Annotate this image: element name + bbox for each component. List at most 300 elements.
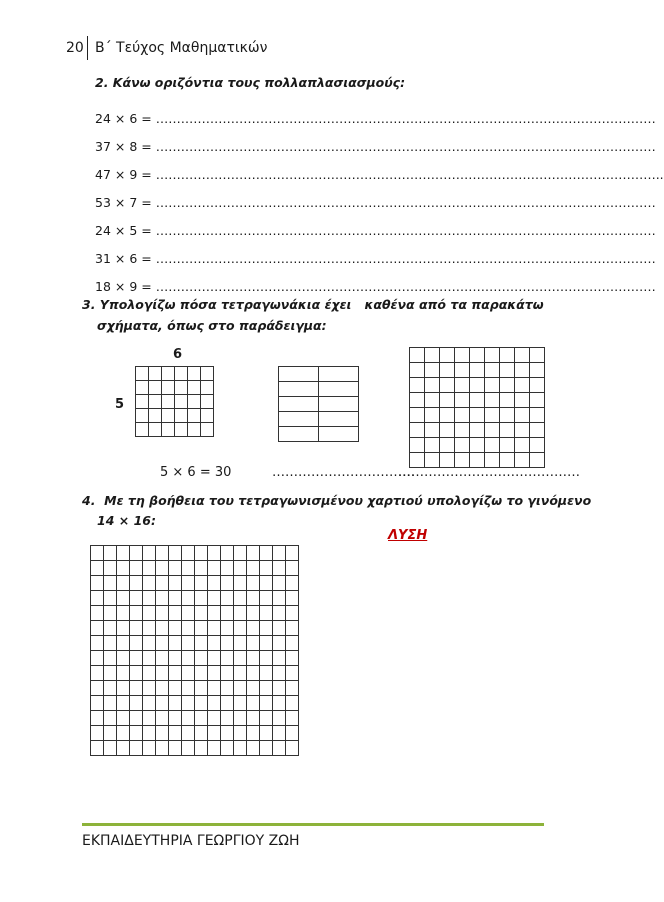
grid-cell: [201, 395, 214, 409]
grid-cell: [182, 621, 195, 636]
grid-cell: [286, 711, 299, 726]
grid-cell: [260, 651, 273, 666]
grid-row: [91, 711, 299, 726]
grid-cell: [234, 621, 247, 636]
grid-row: [91, 561, 299, 576]
grid-cell: [130, 576, 143, 591]
grid-cell: [234, 711, 247, 726]
grid-cell: [208, 576, 221, 591]
grid-cell: [485, 378, 500, 393]
grid-cell: [247, 696, 260, 711]
grid-cell: [247, 681, 260, 696]
grid-cell: [455, 423, 470, 438]
grid-cell: [149, 395, 162, 409]
grid-cell: [162, 423, 175, 437]
grid-cell: [130, 666, 143, 681]
grid-cell: [319, 412, 359, 427]
grid-cell: [143, 561, 156, 576]
grid-cell: [247, 606, 260, 621]
grid-cell: [410, 423, 425, 438]
grid-cell: [286, 591, 299, 606]
grid-cell: [530, 348, 545, 363]
grid-row: [136, 381, 214, 395]
exercise-3-title-cont: σχήματα, όπως στο παράδειγμα:: [97, 318, 327, 333]
grid-cell: [260, 681, 273, 696]
grid-cell: [149, 409, 162, 423]
equation-row: 24 × 5 = …………………………………………………………………………………………………………: [95, 223, 656, 238]
grid-cell: [425, 378, 440, 393]
grid-cell: [201, 367, 214, 381]
grid-cell: [91, 546, 104, 561]
grid-cell: [234, 726, 247, 741]
grid-cell: [143, 741, 156, 756]
grid-cell: [247, 666, 260, 681]
grid-cell: [117, 576, 130, 591]
grid-cell: [286, 561, 299, 576]
solution-label: ΛΥΣΗ: [388, 528, 428, 543]
grid-cell: [455, 438, 470, 453]
shape-grid-2: [278, 366, 359, 442]
grid-row: [91, 696, 299, 711]
example-grid: [135, 366, 214, 437]
grid-cell: [286, 741, 299, 756]
document-title: Β΄ Τεύχος Μαθηματικών: [95, 40, 268, 56]
grid-cell: [117, 711, 130, 726]
grid-cell: [169, 546, 182, 561]
grid-cell: [117, 651, 130, 666]
grid-cell: [470, 393, 485, 408]
grid-cell: [195, 666, 208, 681]
grid-cell: [425, 363, 440, 378]
grid-row: [91, 726, 299, 741]
grid-cell: [273, 546, 286, 561]
grid-cell: [195, 696, 208, 711]
grid-cell: [195, 591, 208, 606]
grid-cell: [247, 741, 260, 756]
grid-cell: [485, 363, 500, 378]
grid-cell: [136, 367, 149, 381]
grid-cell: [156, 546, 169, 561]
grid-cell: [485, 348, 500, 363]
grid-cell: [104, 561, 117, 576]
footer-text: ΕΚΠΑΙΔΕΥΤΗΡΙΑ ΓΕΩΡΓΙΟΥ ΖΩΗ: [82, 833, 300, 849]
grid-cell: [169, 666, 182, 681]
grid-cell: [286, 621, 299, 636]
grid-cell: [530, 423, 545, 438]
grid-cell: [410, 393, 425, 408]
grid-cell: [247, 591, 260, 606]
grid-cell: [104, 576, 117, 591]
grid-cell: [182, 576, 195, 591]
grid-cell: [530, 408, 545, 423]
grid-row: [91, 606, 299, 621]
grid-cell: [234, 681, 247, 696]
grid-cell: [221, 621, 234, 636]
grid-cell: [175, 423, 188, 437]
grid-cell: [273, 696, 286, 711]
grid-cell: [273, 576, 286, 591]
grid-cell: [279, 412, 319, 427]
grid-cell: [175, 381, 188, 395]
grid-cell: [169, 696, 182, 711]
grid-cell: [182, 726, 195, 741]
grid-cell: [247, 546, 260, 561]
grid-cell: [273, 741, 286, 756]
grid-cell: [149, 423, 162, 437]
grid-cell: [117, 546, 130, 561]
grid-cell: [156, 711, 169, 726]
grid-cell: [286, 696, 299, 711]
grid-cell: [279, 367, 319, 382]
grid-cell: [247, 726, 260, 741]
grid-cell: [440, 438, 455, 453]
grid-cell: [117, 696, 130, 711]
grid-cell: [425, 393, 440, 408]
equation-row: 24 × 6 = …………………………………………………………………………………………………………: [95, 111, 656, 126]
grid-cell: [169, 576, 182, 591]
grid-cell: [182, 696, 195, 711]
equation-row: 53 × 7 = …………………………………………………………………………………………………………: [95, 195, 656, 210]
grid-cell: [149, 367, 162, 381]
grid-cell: [130, 591, 143, 606]
grid-cell: [117, 681, 130, 696]
grid-cell: [117, 666, 130, 681]
grid-cell: [515, 438, 530, 453]
grid-cell: [500, 363, 515, 378]
grid-cell: [234, 591, 247, 606]
grid-cell: [104, 681, 117, 696]
grid-cell: [273, 681, 286, 696]
grid-row: [410, 348, 545, 363]
grid-cell: [143, 726, 156, 741]
grid-cell: [104, 711, 117, 726]
exercise-3-title: 3. Υπολογίζω πόσα τετραγωνάκια έχει καθένα από τα παρακάτω: [82, 297, 544, 312]
answer-blank-3: ……………………………………: [398, 465, 580, 480]
grid-cell: [500, 438, 515, 453]
grid-cell: [470, 378, 485, 393]
grid-row: [91, 636, 299, 651]
grid-cell: [279, 382, 319, 397]
grid-cell: [515, 363, 530, 378]
equation-row: 31 × 6 = …………………………………………………………………………………………………………: [95, 251, 656, 266]
grid-cell: [130, 681, 143, 696]
grid-cell: [286, 576, 299, 591]
grid-cell: [195, 636, 208, 651]
header-divider: [87, 36, 88, 60]
grid-cell: [182, 636, 195, 651]
equation-row: 47 × 9 = …………………………………………………………………………………………………………..: [95, 167, 664, 182]
grid-cell: [208, 636, 221, 651]
grid-row: [91, 546, 299, 561]
grid-cell: [156, 696, 169, 711]
grid-cell: [130, 651, 143, 666]
grid-cell: [195, 651, 208, 666]
grid-cell: [221, 666, 234, 681]
grid-cell: [91, 591, 104, 606]
grid-cell: [260, 636, 273, 651]
grid-cell: [260, 576, 273, 591]
grid-cell: [143, 546, 156, 561]
grid-cell: [247, 576, 260, 591]
grid-cell: [162, 367, 175, 381]
grid-row: [410, 378, 545, 393]
grid-cell: [156, 621, 169, 636]
grid-cell: [273, 606, 286, 621]
grid-cell: [470, 438, 485, 453]
grid-cell: [201, 423, 214, 437]
grid-cell: [169, 561, 182, 576]
grid-cell: [156, 651, 169, 666]
grid-cell: [515, 423, 530, 438]
grid-cell: [260, 546, 273, 561]
grid-cell: [515, 348, 530, 363]
grid-cell: [455, 363, 470, 378]
grid-cell: [234, 576, 247, 591]
grid-cell: [234, 741, 247, 756]
grid-cell: [455, 408, 470, 423]
grid-row: [410, 423, 545, 438]
grid-cell: [221, 726, 234, 741]
grid-cell: [156, 741, 169, 756]
grid-cell: [515, 378, 530, 393]
grid-cell: [182, 561, 195, 576]
grid-row: [91, 741, 299, 756]
grid-cell: [221, 711, 234, 726]
grid-cell: [260, 741, 273, 756]
grid-cell: [130, 636, 143, 651]
grid-cell: [515, 408, 530, 423]
page-number: 20: [66, 40, 84, 56]
grid-row: [91, 651, 299, 666]
grid-cell: [425, 408, 440, 423]
grid-cell: [286, 726, 299, 741]
grid-cell: [182, 651, 195, 666]
grid-cell: [143, 696, 156, 711]
grid-cell: [530, 393, 545, 408]
grid-cell: [221, 576, 234, 591]
example-answer: 5 × 6 = 30: [160, 465, 232, 480]
shape-grid-3: [409, 347, 545, 468]
grid-cell: [130, 606, 143, 621]
grid-cell: [156, 576, 169, 591]
grid-cell: [208, 591, 221, 606]
grid-cell: [425, 438, 440, 453]
grid-cell: [182, 741, 195, 756]
grid-cell: [221, 696, 234, 711]
grid-cell: [91, 561, 104, 576]
grid-cell: [182, 711, 195, 726]
grid-cell: [221, 681, 234, 696]
grid-cell: [195, 726, 208, 741]
grid-cell: [91, 741, 104, 756]
grid-cell: [195, 546, 208, 561]
grid-cell: [136, 423, 149, 437]
grid-cell: [156, 561, 169, 576]
grid-cell: [91, 576, 104, 591]
grid-cell: [188, 409, 201, 423]
grid-row: [136, 395, 214, 409]
grid-cell: [91, 696, 104, 711]
grid-cell: [234, 636, 247, 651]
grid-cell: [221, 741, 234, 756]
grid-cell: [221, 636, 234, 651]
grid-cell: [425, 348, 440, 363]
grid-cell: [104, 651, 117, 666]
grid-cell: [156, 666, 169, 681]
grid-cell: [319, 367, 359, 382]
grid-cell: [455, 348, 470, 363]
grid-cell: [143, 666, 156, 681]
footer-divider: [82, 823, 544, 826]
grid-cell: [182, 606, 195, 621]
grid-cell: [195, 606, 208, 621]
grid-row: [136, 367, 214, 381]
grid-cell: [208, 546, 221, 561]
grid-cell: [130, 621, 143, 636]
grid-cell: [247, 651, 260, 666]
grid-cell: [208, 726, 221, 741]
grid-cell: [440, 393, 455, 408]
grid-row: [279, 412, 359, 427]
grid-cell: [169, 651, 182, 666]
grid-cell: [182, 681, 195, 696]
grid-cell: [143, 651, 156, 666]
grid-cell: [182, 666, 195, 681]
grid-cell: [500, 423, 515, 438]
grid-cell: [104, 726, 117, 741]
grid-cell: [515, 393, 530, 408]
grid-cell: [279, 427, 319, 442]
grid-cell: [530, 363, 545, 378]
grid-cell: [440, 423, 455, 438]
grid-cell: [208, 621, 221, 636]
grid-cell: [286, 606, 299, 621]
grid-cell: [136, 381, 149, 395]
grid-cell: [188, 423, 201, 437]
grid-cell: [130, 561, 143, 576]
grid-cell: [410, 363, 425, 378]
grid-cell: [260, 711, 273, 726]
grid-cell: [169, 636, 182, 651]
grid-row: [91, 591, 299, 606]
grid-cell: [410, 378, 425, 393]
grid-cell: [104, 636, 117, 651]
grid-cell: [221, 606, 234, 621]
grid-row: [91, 666, 299, 681]
grid-cell: [136, 409, 149, 423]
grid-cell: [182, 591, 195, 606]
grid-cell: [286, 651, 299, 666]
grid-cell: [260, 621, 273, 636]
grid-cell: [201, 409, 214, 423]
grid-cell: [247, 636, 260, 651]
grid-cell: [273, 561, 286, 576]
grid-row: [410, 363, 545, 378]
grid-cell: [260, 591, 273, 606]
grid-cell: [247, 621, 260, 636]
answer-blank-2: ……………………………: [272, 465, 415, 480]
grid-cell: [500, 378, 515, 393]
grid-cell: [410, 438, 425, 453]
grid-cell: [195, 576, 208, 591]
grid-cell: [208, 696, 221, 711]
grid-cell: [117, 561, 130, 576]
grid-cell: [286, 681, 299, 696]
grid-cell: [169, 711, 182, 726]
grid-cell: [188, 367, 201, 381]
grid-cell: [201, 381, 214, 395]
grid-cell: [143, 636, 156, 651]
grid-row: [410, 438, 545, 453]
grid-cell: [410, 408, 425, 423]
exercise-2-title: 2. Κάνω οριζόντια τους πολλαπλασιασμούς:: [95, 75, 406, 90]
grid-cell: [169, 741, 182, 756]
grid-cell: [234, 666, 247, 681]
grid-cell: [117, 636, 130, 651]
grid-cell: [485, 423, 500, 438]
grid-cell: [130, 741, 143, 756]
grid-cell: [175, 367, 188, 381]
grid-cell: [143, 591, 156, 606]
grid-cell: [208, 561, 221, 576]
grid-cell: [455, 393, 470, 408]
grid-cell: [117, 591, 130, 606]
grid-cell: [221, 651, 234, 666]
grid-cell: [169, 621, 182, 636]
grid-cell: [440, 408, 455, 423]
grid-cell: [234, 546, 247, 561]
grid-cell: [470, 408, 485, 423]
grid-cell: [260, 666, 273, 681]
grid-cell: [273, 711, 286, 726]
grid-cell: [319, 427, 359, 442]
grid-cell: [143, 621, 156, 636]
grid-cell: [470, 348, 485, 363]
grid-row: [410, 408, 545, 423]
grid-cell: [149, 381, 162, 395]
example-rows-label: 5: [115, 397, 125, 412]
grid-cell: [130, 711, 143, 726]
grid-cell: [143, 576, 156, 591]
grid-cell: [156, 681, 169, 696]
grid-cell: [169, 591, 182, 606]
grid-cell: [156, 726, 169, 741]
grid-cell: [117, 621, 130, 636]
grid-cell: [156, 591, 169, 606]
grid-cell: [500, 408, 515, 423]
grid-cell: [273, 666, 286, 681]
grid-cell: [195, 621, 208, 636]
grid-cell: [208, 681, 221, 696]
grid-cell: [273, 651, 286, 666]
grid-cell: [117, 726, 130, 741]
grid-cell: [530, 378, 545, 393]
grid-cell: [208, 606, 221, 621]
grid-row: [136, 423, 214, 437]
grid-cell: [440, 378, 455, 393]
grid-cell: [156, 636, 169, 651]
grid-cell: [143, 606, 156, 621]
grid-cell: [162, 409, 175, 423]
grid-cell: [260, 606, 273, 621]
grid-cell: [195, 561, 208, 576]
grid-cell: [279, 397, 319, 412]
exercise-4-title: 4. Με τη βοήθεια του τετραγωνισμένου χαρτιού υπολογίζω το γινόμενο: [82, 493, 592, 508]
grid-cell: [130, 546, 143, 561]
grid-cell: [440, 348, 455, 363]
grid-cell: [234, 651, 247, 666]
grid-cell: [455, 378, 470, 393]
